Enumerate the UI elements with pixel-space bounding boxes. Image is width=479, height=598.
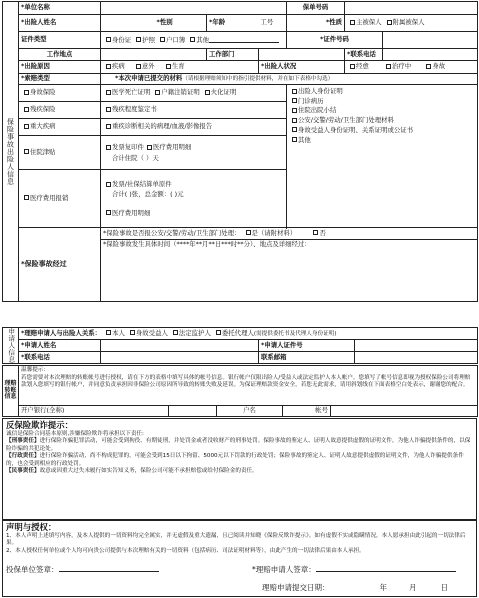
- report-yes-label: 是（请附材料）: [251, 228, 297, 237]
- id-other-line[interactable]: [209, 36, 279, 43]
- medical-docs[interactable]: [101, 170, 287, 228]
- relation-opt-label: 身故受益人: [135, 328, 168, 337]
- nature-main-label: 主被保人: [356, 18, 382, 27]
- doc-label: 其他: [298, 135, 311, 144]
- id-opt-checkbox[interactable]: [160, 37, 165, 42]
- insured-name-label: *出险人姓名: [19, 15, 101, 32]
- unit-name-field[interactable]: [101, 2, 287, 15]
- doc-checkbox[interactable]: [106, 182, 111, 187]
- status-checkbox[interactable]: [426, 64, 431, 69]
- doc-checkbox[interactable]: [292, 118, 297, 123]
- job-no-label: 工号: [259, 15, 287, 32]
- relation-checkbox[interactable]: [216, 330, 221, 335]
- claim-type-label-medical: 医疗费用报销: [30, 193, 69, 202]
- relation-opt-label: 法定监护人: [178, 328, 211, 337]
- date-day: 日: [440, 583, 448, 592]
- submit-date[interactable]: [262, 584, 448, 593]
- doc-checkbox[interactable]: [292, 127, 297, 132]
- claim-type-label: *索赔类型: [19, 74, 101, 85]
- submit-date-label: 理赔申请提交日期：: [262, 583, 330, 592]
- id-no-label: *证件号码: [287, 32, 383, 49]
- relation-checkbox[interactable]: [106, 330, 111, 335]
- death-docs[interactable]: [101, 85, 287, 102]
- section-label-bank: 理赔转账信息: [3, 366, 19, 417]
- doc-label: 公安/交警/劳动/卫生部门处理材料: [298, 116, 394, 125]
- cause-options[interactable]: [101, 61, 259, 74]
- fraud-title: 反保险欺诈提示：: [6, 420, 73, 430]
- doc-label: 残疾程度鉴定书: [112, 105, 157, 114]
- fraud-admin-text: 进行保险诈骗活动，尚不构成犯罪的，可能会受到15日以下拘留、5000元以下罚款的行政处罚；保险事故的鉴定人、证明人故意提供虚假的证明文件，为他人诈骗提供条件的，也会受到相应的行政处罚。: [6, 453, 464, 467]
- doc-checkbox[interactable]: [292, 108, 297, 113]
- applicant-phone-field[interactable]: [101, 352, 259, 364]
- doc-label: 发票复印件: [112, 143, 144, 152]
- applicant-id-label: *申请人证件号: [259, 340, 355, 352]
- right-docs[interactable]: [287, 85, 478, 228]
- declaration-title: 声明与授权：: [6, 522, 57, 532]
- bank-tip: [19, 366, 478, 406]
- doc-checkbox[interactable]: [292, 98, 297, 103]
- phone-field[interactable]: [383, 49, 478, 61]
- applicant-name-field[interactable]: [101, 340, 259, 352]
- doc-label: 火化证明: [210, 88, 237, 97]
- id-no-field[interactable]: [383, 32, 478, 49]
- unit-signature-line: [59, 571, 159, 572]
- age-label: *年龄: [207, 15, 259, 32]
- status-opt-label: 经愈: [356, 62, 369, 71]
- relation-checkbox[interactable]: [173, 330, 178, 335]
- claim-type-hospital[interactable]: [19, 136, 101, 170]
- relation-opt-label: 本人: [112, 328, 125, 337]
- report-question[interactable]: [101, 228, 478, 240]
- fraud-criminal-text: 进行保险诈骗犯罪活动，可能会受到拘役、有期徒刑，并处罚金或者没收财产的刑事处罚。保险事故的鉴定人、证明人故意提供虚假的证明文件，为他人诈骗提供条件的，以保险诈骗的共犯论处。: [6, 438, 471, 452]
- fraud-box: [2, 418, 477, 520]
- id-type-label: 证件类型: [19, 32, 101, 49]
- doc-label: 门诊病历: [298, 96, 324, 105]
- id-opt-label: 其他: [196, 35, 210, 44]
- doc-checkbox[interactable]: [106, 107, 111, 112]
- fraud-civil: [6, 468, 473, 476]
- doc-label: 住院出院小结: [298, 106, 337, 115]
- claim-type-medical[interactable]: [19, 170, 101, 228]
- applicant-signature[interactable]: [252, 566, 456, 575]
- status-options[interactable]: [345, 61, 478, 74]
- fraud-admin-head: 【行政责任】: [6, 453, 40, 460]
- bank-tip-title: 温馨提示：: [21, 367, 49, 373]
- claim-type-checkbox[interactable]: [24, 124, 29, 129]
- nature-main-checkbox[interactable]: [350, 20, 355, 25]
- phone-label: *联系电话: [345, 49, 383, 61]
- applicant-phone-label: *联系电话: [19, 352, 101, 364]
- doc-label: 户籍注销证明: [161, 88, 200, 97]
- bank-name-label: 开户银行(全称): [19, 406, 169, 417]
- doc-checkbox[interactable]: [106, 124, 111, 129]
- id-opt-checkbox[interactable]: [190, 37, 195, 42]
- process-desc: *保险事故发生具体时间（****年**月**日***时**分）、地点及详细经过：: [103, 240, 311, 248]
- declaration-item-1: 1、本人声明上述填写内容，及本人提供的一切资料均完全属实，并无虚假及重大遗漏，且已阅读并知晓《保险反欺诈提示》。如有虚假不实或隐瞒情况，本人愿承担由此引起的一切法律后果。: [6, 532, 466, 547]
- id-opt-label: 户口簿: [166, 35, 186, 44]
- relation-checkbox[interactable]: [130, 330, 135, 335]
- date-month: 月: [409, 583, 417, 592]
- doc-checkbox[interactable]: [106, 145, 111, 150]
- doc-label: 出险人身份证明: [298, 87, 343, 95]
- gender-label: *性别: [155, 15, 207, 32]
- doc-label: 发票/社保结算单原件: [112, 180, 172, 189]
- work-place-field[interactable]: [101, 49, 207, 61]
- id-opt-label: 身份证: [112, 35, 132, 44]
- unit-signature-label: 投保单位签章：: [6, 565, 59, 574]
- doc-label: 医疗费用明细: [112, 208, 151, 217]
- fraud-criminal: [6, 438, 473, 453]
- id-type-options[interactable]: [101, 32, 287, 49]
- disability-docs[interactable]: [101, 102, 287, 119]
- policy-no-label: 保单号码: [287, 2, 345, 15]
- fraud-civil-text: 故意或因重大过失未履行如实告知义务，保险公司可能不承担赔偿或给付保险金的责任。: [39, 468, 258, 475]
- unit-signature[interactable]: [6, 566, 159, 575]
- applicant-email-label: 联系邮箱: [259, 352, 355, 364]
- section-label-insured: 保险事故出险人信息: [3, 2, 19, 302]
- nature-sub-label: 附属被保人: [392, 18, 425, 27]
- materials-note: （请根据理赔须知中的指引提供材料，并在如下表格中勾选）: [182, 76, 334, 83]
- relation-row[interactable]: [19, 328, 478, 340]
- doc-checkbox[interactable]: [147, 145, 152, 150]
- account-field[interactable]: [331, 406, 478, 417]
- date-year: 年: [379, 583, 387, 592]
- bank-tip-text: 若您需要对本次理赔的转账帐号进行授权，请在下方的表格中填写具体的帐号信息。银行帐户仅限出险人/受益人或法定监护人本人帐户。您填写了帐号信息即视为授权保险公司将理赔款划入您填写的银行帐户，并同意负责承担因非保险公司原因所导致的转账失败及延误。为保证理赔款资金安全，若您无此需求，请用斜划线在下面表格空白处表示，谢谢您的配合。: [21, 374, 471, 389]
- status-checkbox[interactable]: [350, 64, 355, 69]
- report-no-checkbox[interactable]: [313, 230, 318, 235]
- applicant-signature-line: [316, 571, 456, 572]
- status-opt-label: 治疗中: [392, 62, 412, 71]
- cause-checkbox[interactable]: [106, 64, 111, 69]
- cause-checkbox[interactable]: [136, 64, 141, 69]
- doc-checkbox[interactable]: [106, 90, 111, 95]
- nature-label: *性质: [287, 15, 345, 32]
- medical-total: 合计( )张，总金额：( )元: [112, 190, 184, 199]
- account-label: 帐号: [283, 406, 331, 417]
- claim-type-critical[interactable]: [19, 119, 101, 136]
- section-label-applicant: 申请人信息: [3, 328, 19, 364]
- id-opt-label: 护照: [142, 35, 155, 44]
- fraud-intro: 诚信是保险合同基本原则,涉嫌保险欺诈将承担以下责任:: [6, 430, 144, 437]
- claim-type-checkbox[interactable]: [24, 107, 29, 112]
- doc-checkbox[interactable]: [155, 90, 160, 95]
- id-opt-checkbox[interactable]: [106, 37, 111, 42]
- insured-name-field[interactable]: [101, 15, 155, 32]
- fraud-criminal-head: 【刑事责任】: [6, 438, 40, 445]
- claim-type-label-death: 身故保险: [30, 88, 56, 97]
- status-checkbox[interactable]: [386, 64, 391, 69]
- claim-type-disability[interactable]: [19, 102, 101, 119]
- process-field[interactable]: [101, 240, 478, 302]
- report-yes-checkbox[interactable]: [246, 230, 251, 235]
- insured-info-table: [2, 1, 478, 302]
- doc-label: 医疗费用明细: [152, 143, 192, 152]
- nature-sub-checkbox[interactable]: [387, 20, 392, 25]
- work-dept-label: 工作部门: [207, 49, 259, 61]
- materials-label: *本次申请已提交的材料: [115, 74, 183, 83]
- applicant-email-field[interactable]: [355, 352, 478, 364]
- cause-checkbox[interactable]: [166, 64, 171, 69]
- doc-label: 重疾诊断相关的病理/血液/影像报告: [112, 122, 213, 131]
- status-label: *出险人状况: [259, 61, 345, 74]
- hospital-docs[interactable]: [101, 136, 287, 170]
- claim-type-checkbox[interactable]: [24, 90, 29, 95]
- doc-checkbox[interactable]: [292, 137, 297, 142]
- claim-type-label-hospital: 住院津贴: [30, 147, 56, 156]
- doc-label: 医学死亡证明: [112, 88, 151, 97]
- fraud-admin: [6, 453, 473, 468]
- doc-checkbox[interactable]: [205, 90, 210, 95]
- claim-type-checkbox[interactable]: [24, 195, 29, 200]
- unit-name-label: *单位名称: [19, 2, 101, 15]
- applicant-table: [2, 327, 478, 364]
- relation-note: (需提供委托书及代理人身份证明): [253, 330, 337, 337]
- nature-options[interactable]: [345, 15, 478, 32]
- holder-label: 户名: [217, 406, 283, 417]
- bank-name-field[interactable]: [169, 406, 217, 417]
- report-no-label: 否: [319, 228, 326, 237]
- claim-type-death[interactable]: [19, 85, 101, 102]
- hospital-total: 合计住院（ ）天: [112, 153, 159, 162]
- bank-table: [2, 365, 478, 417]
- applicant-signature-label: *理赔申请人签章：: [252, 565, 316, 574]
- work-dept-field[interactable]: [259, 49, 345, 61]
- cause-opt-label: 意外: [141, 62, 155, 71]
- doc-label: 身故受益人身份证明、关系证明或公证书: [298, 125, 414, 134]
- claim-type-checkbox[interactable]: [24, 149, 29, 154]
- doc-checkbox[interactable]: [106, 210, 111, 215]
- materials-header: [101, 74, 478, 85]
- report-question-text: *保险事故是否报公安/交警/劳动/卫生部门处理：: [103, 228, 241, 237]
- cause-opt-label: 生育: [171, 62, 185, 71]
- doc-checkbox[interactable]: [292, 89, 297, 94]
- status-opt-label: 身故: [432, 62, 446, 71]
- declaration-item-2: 2、本人授权任何单位或个人均可向贵公司提供与本次理赔有关的一切资料（包括病历、司法证明材料等），由此产生的一切法律后果由本人承担。: [6, 547, 365, 554]
- relation-opt-label: 委托代理人: [221, 328, 254, 337]
- cause-label: *出险原因: [19, 61, 101, 74]
- process-label: *保险事故经过: [19, 228, 101, 302]
- policy-no-field[interactable]: [345, 2, 478, 15]
- critical-docs[interactable]: [101, 119, 287, 136]
- claim-type-label-disability: 残疾保险: [30, 105, 56, 114]
- cause-opt-label: 疾病: [112, 62, 125, 71]
- relation-label: *理赔申请人与出险人关系：: [21, 328, 102, 337]
- fraud-civil-head: 【民事责任】: [6, 468, 40, 475]
- claim-type-label-critical: 重大疾病: [30, 122, 56, 131]
- work-place-label: 工作地点: [19, 49, 101, 61]
- applicant-id-field[interactable]: [355, 340, 478, 352]
- applicant-name-label: *申请人姓名: [19, 340, 101, 352]
- id-opt-checkbox[interactable]: [136, 37, 141, 42]
